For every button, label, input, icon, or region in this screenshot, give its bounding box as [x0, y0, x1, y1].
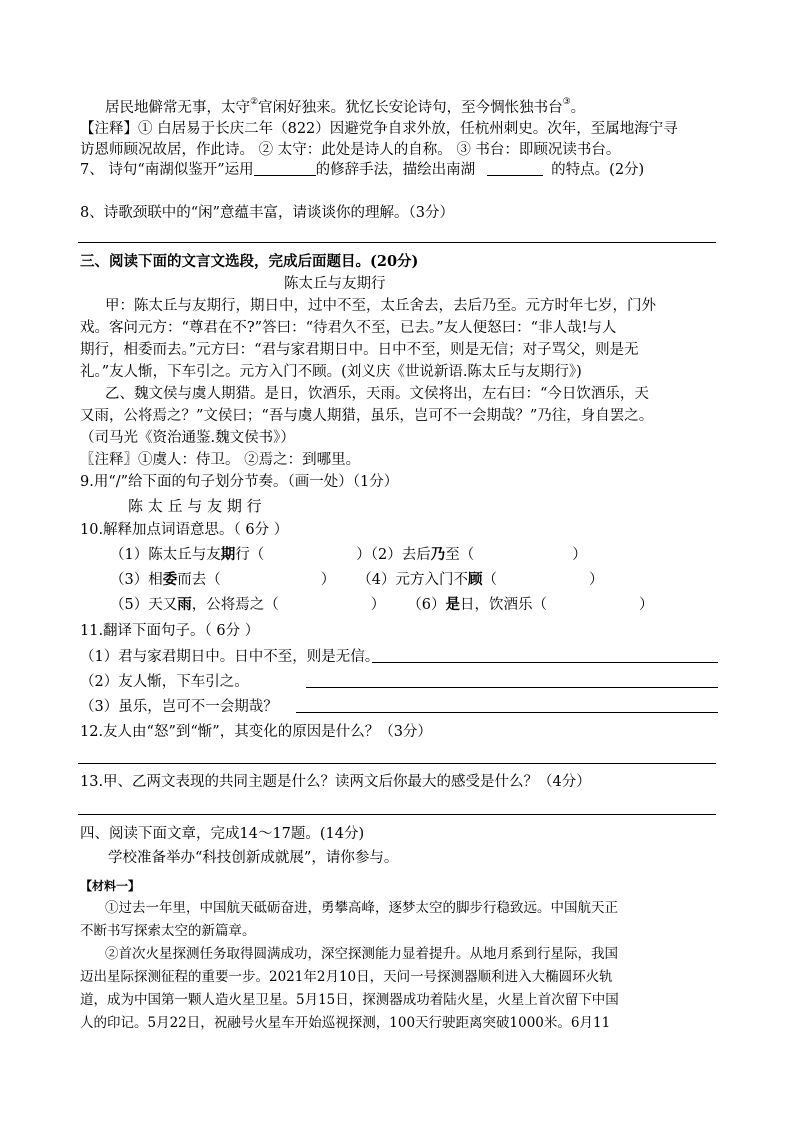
q10-text: （4）元方入门不	[357, 572, 468, 588]
q10-key-word: 乃	[430, 546, 446, 563]
material-line: 不断书写探索太空的新篇章。	[80, 923, 256, 939]
material-line: ①过去一年里，中国航天砥砺奋进，勇攀高峰，逐梦太空的脚步行稳致远。中国航天正	[105, 900, 618, 916]
passage-line: 戏。客问元方：“尊君在不?”答曰：“待君久不至，已去。”友人便怒曰：“非人哉!与人	[80, 320, 617, 336]
answer-blank[interactable]	[254, 161, 316, 176]
q10-key-word: 顾	[467, 571, 483, 588]
q10-text: （5）天又	[110, 597, 178, 613]
q10-key-word: 期	[220, 546, 236, 563]
q7-text: 的特点。(2分)	[551, 162, 645, 178]
q10-text: 日，饮酒乐（	[459, 597, 547, 613]
question-10-row-2	[110, 570, 603, 590]
q7-text: 的修辞手法，描绘出南湖	[315, 162, 476, 178]
poem-text: 。	[570, 100, 586, 116]
material-line: 迈出星际探测征程的重要一步。2021年2月10日，天问一号探测器顺利进入大椭圆环火轨	[80, 969, 613, 985]
q10-text: 至（	[445, 547, 475, 563]
answer-line[interactable]	[306, 687, 718, 688]
poem-line	[105, 92, 585, 118]
material-1-label: 【材料一】	[80, 879, 141, 893]
q10-text: ）	[320, 572, 336, 588]
q10-key-word: 委	[162, 571, 178, 588]
question-11-item-3: （3）虽乐，岂可不一会期哉？	[80, 699, 278, 715]
q10-text: （	[482, 572, 497, 588]
poem-text: 居民地僻常无事，太守	[105, 100, 250, 116]
passage-line: 又雨，公将焉之？”文侯曰；“吾与虞人期猎，虽乐，岂可不一会期哉？”乃往，身自罢之。	[80, 408, 654, 424]
note-marker: ②	[250, 97, 259, 107]
q10-text: 行（	[235, 547, 265, 563]
q10-text: ）	[588, 572, 604, 588]
passage-source: （司马光《资治通鉴.魏文侯书》）	[80, 430, 295, 446]
q10-key-word: 是	[445, 596, 460, 613]
passage-title: 陈太丘与友期行	[284, 276, 386, 292]
answer-line[interactable]	[78, 242, 716, 243]
section-3-header: 三、阅读下面的文言文选段，完成后面题目。(20分)	[80, 253, 419, 270]
question-7	[80, 160, 644, 180]
answer-line[interactable]	[296, 712, 718, 713]
answer-line[interactable]	[78, 814, 716, 815]
question-10: 10.解释加点词语意思。（ 6分 ）	[80, 522, 289, 538]
question-12: 12.友人由“怒”到“惭”，其变化的原因是什么？（3分）	[80, 724, 432, 740]
note-marker: ③	[562, 97, 571, 107]
answer-line[interactable]	[372, 662, 718, 663]
material-line: 道，成为中国第一颗人造火星卫星。5月15日，探测器成功着陆火星，火星上首次留下中国	[80, 992, 619, 1008]
q10-text: ）	[638, 597, 654, 613]
question-10-row-1	[110, 545, 587, 565]
q10-text: ）（2）去后	[356, 547, 431, 563]
q10-text: 而去（	[177, 572, 221, 588]
answer-blank[interactable]	[487, 161, 543, 176]
section-4-header: 四、阅读下面文章，完成14～17题。(14分)	[80, 826, 365, 842]
poem-note-2: 访恩师顾况故居，作此诗。 ② 太守：此处是诗人的自称。 ③ 书台：即顾况读书台。	[80, 142, 621, 158]
poem-note-1: 【注释】① 白居易于长庆二年（822）因避党争自求外放，任杭州刺史。次年，至属地海宁寻	[80, 121, 678, 137]
q10-key-word: 雨	[177, 596, 192, 613]
poem-text: 官闲好独来。犹忆长安论诗句，至今惆怅独书台	[258, 100, 563, 116]
question-9: 9.用“/”给下面的句子划分节奏。（画一处）（1分）	[80, 474, 399, 490]
passage-line: 乙、魏文侯与虞人期猎。是日，饮酒乐，天雨。文侯将出，左右曰：“今日饮酒乐，天	[105, 386, 649, 402]
question-8: 8、诗歌颈联中的“闲”意蕴丰富，请谈谈你的理解。（3分）	[80, 205, 455, 221]
question-11-item-2: （2）友人惭，下车引之。	[80, 674, 249, 690]
passage-note: 〖注释〗①虞人：侍卫。 ②焉之：到哪里。	[80, 452, 361, 468]
q10-text: ）	[572, 547, 587, 563]
material-line: ②首次火星探测任务取得圆满成功，深空探测能力显着提升。从地月系到行星际，我国	[105, 946, 618, 962]
answer-line[interactable]	[78, 763, 716, 764]
q10-text: （6）	[407, 597, 446, 613]
question-10-row-3	[110, 595, 653, 615]
question-11: 11.翻译下面句子。（ 6分 ）	[80, 623, 260, 639]
question-11-item-1: （1）君与家君期日中。日中不至，则是无信。	[80, 649, 380, 665]
passage-line: 甲：陈太丘与友期行，期日中，过中不至，太丘舍去，去后乃至。元方时年七岁，门外	[105, 298, 656, 314]
q10-text: （3）相	[110, 572, 163, 588]
passage-line: 礼。”友人惭，下车引之。元方入门不顾。(刘义庆《世说新语.陈太丘与友期行》)	[80, 364, 582, 380]
q10-text: ）	[370, 597, 386, 613]
question-9-sentence: 陈 太 丘 与 友 期 行	[128, 497, 262, 515]
q10-text: （1）陈太丘与友	[110, 547, 221, 563]
q7-text: 7、 诗句“南湖似鉴开”运用	[80, 162, 254, 178]
q10-text: ，公将焉之（	[191, 597, 279, 613]
question-13: 13.甲、乙两文表现的共同主题是什么？读两文后你最大的感受是什么？（4分）	[80, 774, 591, 790]
passage-line: 期行，相委而去。”元方曰：“君与家君期日中。日中不至，则是无信；对子骂父，则是无	[80, 342, 639, 358]
material-line: 人的印记。5月22日，祝融号火星车开始巡视探测，100天行驶距离突破1000米。6月11	[80, 1015, 611, 1031]
section-4-intro: 学校准备举办“科技创新成就展”，请你参与。	[108, 850, 399, 866]
